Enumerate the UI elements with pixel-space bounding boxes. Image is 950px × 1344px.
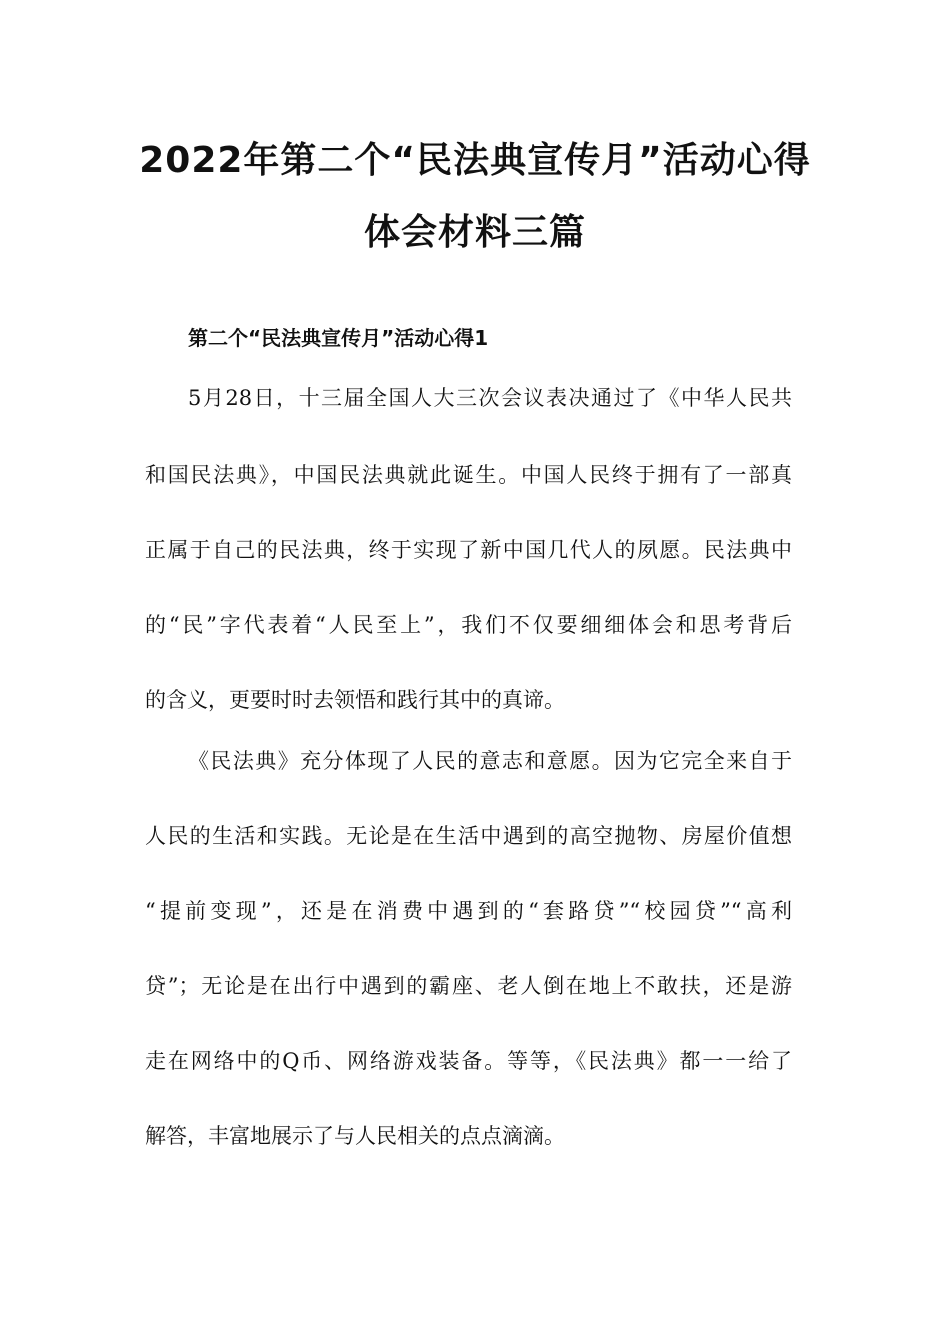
paragraph-line: 和国民法典》，中国民法典就此诞生。中国人民终于拥有了一部真 bbox=[145, 463, 792, 487]
paragraph-line: 的含义，更要时时去领悟和践行其中的真谛。 bbox=[145, 688, 565, 712]
paragraph-line: 走在网络中的Q币、网络游戏装备。等等，《民法典》都一一给了 bbox=[145, 1049, 792, 1073]
section-heading: 第二个“民法典宣传月”活动心得1 bbox=[188, 326, 489, 350]
paragraph-line: 解答，丰富地展示了与人民相关的点点滴滴。 bbox=[145, 1124, 565, 1148]
paragraph-line: 正属于自己的民法典，终于实现了新中国几代人的夙愿。民法典中 bbox=[145, 538, 792, 562]
paragraph-line: 人民的生活和实践。无论是在生活中遇到的高空抛物、房屋价值想 bbox=[145, 824, 792, 848]
paragraph-line: 5月28日，十三届全国人大三次会议表决通过了《中华人民共 bbox=[188, 386, 792, 410]
document-title-line-1: 2022年第二个“民法典宣传月”活动心得 bbox=[139, 140, 811, 181]
paragraph-line: 《民法典》充分体现了人民的意志和意愿。因为它完全来自于 bbox=[188, 749, 792, 773]
paragraph-line: 的“民”字代表着“人民至上”，我们不仅要细细体会和思考背后 bbox=[145, 613, 792, 637]
document-title-line-2: 体会材料三篇 bbox=[363, 212, 586, 253]
paragraph-line: “提前变现”，还是在消费中遇到的“套路贷”“校园贷”“高利 bbox=[145, 899, 792, 923]
paragraph-line: 贷”；无论是在出行中遇到的霸座、老人倒在地上不敢扶，还是游 bbox=[145, 974, 792, 998]
